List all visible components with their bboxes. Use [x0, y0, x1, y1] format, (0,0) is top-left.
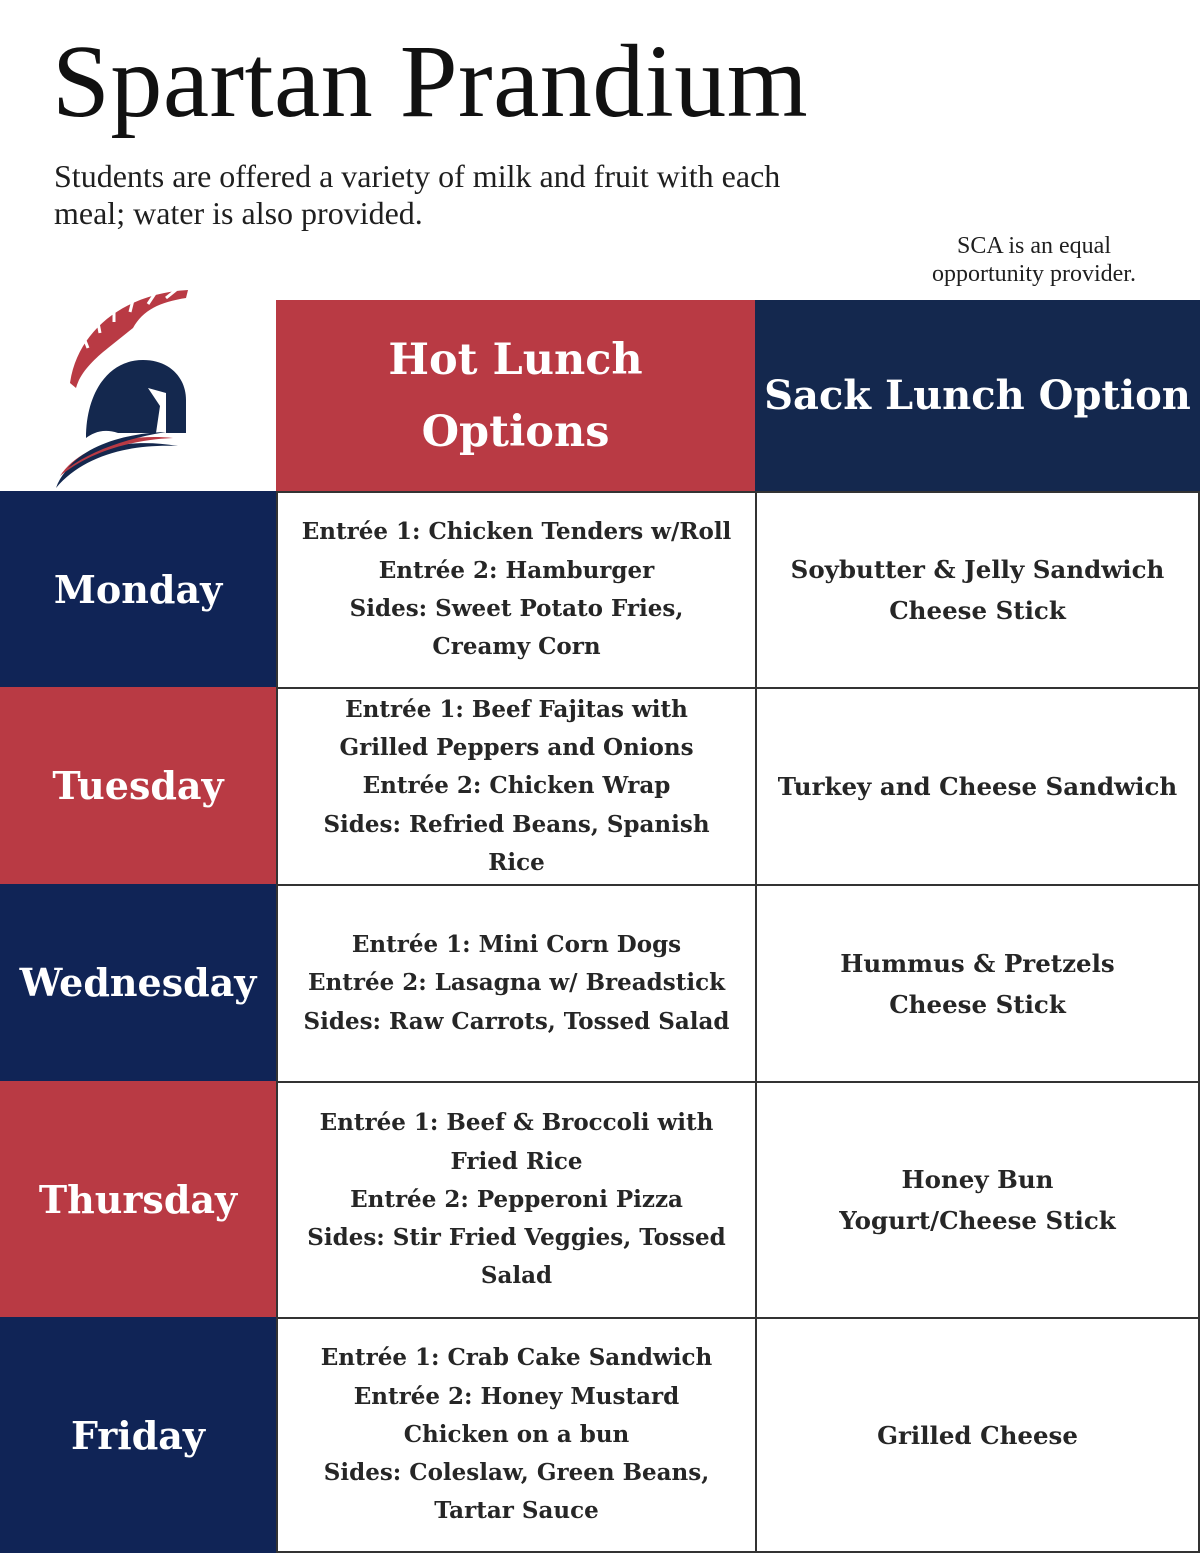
hot-lunch-tuesday — [276, 687, 757, 886]
hot-lunch-header: Hot Lunch Options — [276, 300, 755, 491]
sack-item: Grilled Cheese — [877, 1420, 1078, 1450]
hot-item: Entrée 2: Lasagna w/ Breadstick — [307, 969, 726, 997]
day-monday: Monday — [0, 491, 276, 687]
sack-item: Cheese Stick — [889, 989, 1066, 1019]
day-tuesday: Tuesday — [0, 687, 276, 884]
hot-item: Sides: Refried Beans, Spanish Rice — [323, 810, 710, 876]
page-subtitle: Students are offered a variety of milk and fruit with each meal; water is also provided. — [54, 158, 781, 231]
hot-item: Sides: Stir Fried Veggies, Tossed Salad — [307, 1224, 726, 1290]
sack-item: Honey Bun — [901, 1165, 1054, 1194]
hot-item: Entrée 1: Crab Cake Sandwich — [320, 1344, 713, 1372]
hot-item: Entrée 1: Beef & Broccoli with Fried Rice — [319, 1109, 714, 1175]
sack-item: Turkey and Cheese Sandwich — [777, 772, 1178, 801]
hot-item: Entrée 1: Beef Fajitas with Grilled Peppers and Onions — [339, 695, 694, 762]
sack-item: Soybutter & Jelly Sandwich — [790, 555, 1165, 584]
day-wednesday: Wednesday — [0, 884, 276, 1081]
sack-lunch-thursday — [755, 1081, 1200, 1319]
sack-lunch-wednesday — [755, 884, 1200, 1083]
sack-lunch-friday — [755, 1317, 1200, 1553]
hot-lunch-monday — [276, 491, 757, 689]
hot-lunch-thursday — [276, 1081, 757, 1319]
day-friday: Friday — [0, 1317, 276, 1553]
sack-lunch-header: Sack Lunch Option — [755, 300, 1200, 491]
hot-item: Entrée 2: Chicken Wrap — [362, 772, 671, 800]
hot-lunch-wednesday — [276, 884, 757, 1083]
hot-lunch-friday — [276, 1317, 757, 1553]
hot-item: Entrée 1: Chicken Tenders w/Roll — [301, 518, 732, 546]
sack-item: Hummus & Pretzels — [840, 948, 1115, 978]
sack-lunch-monday — [755, 491, 1200, 689]
hot-item: Entrée 1: Mini Corn Dogs — [351, 931, 682, 959]
hot-item: Sides: Coleslaw, Green Beans, Tartar Sauce — [323, 1459, 710, 1525]
sack-item: Yogurt/Cheese Stick — [839, 1206, 1116, 1235]
sack-lunch-tuesday — [755, 687, 1200, 886]
sack-item: Cheese Stick — [889, 596, 1066, 625]
hot-item: Sides: Raw Carrots, Tossed Salad — [303, 1007, 730, 1035]
hot-item: Entrée 2: Pepperoni Pizza — [350, 1185, 683, 1213]
spartan-helmet-icon — [48, 288, 198, 493]
hot-item: Sides: Sweet Potato Fries, Creamy Corn — [349, 595, 684, 661]
equal-opportunity-notice: SCA is an equal opportunity provider. — [932, 233, 1136, 287]
hot-item: Entrée 2: Hamburger — [378, 556, 655, 584]
hot-item: Entrée 2: Honey Mustard Chicken on a bun — [353, 1382, 680, 1448]
page-title: Spartan Prandium — [52, 24, 809, 139]
day-thursday: Thursday — [0, 1081, 276, 1317]
